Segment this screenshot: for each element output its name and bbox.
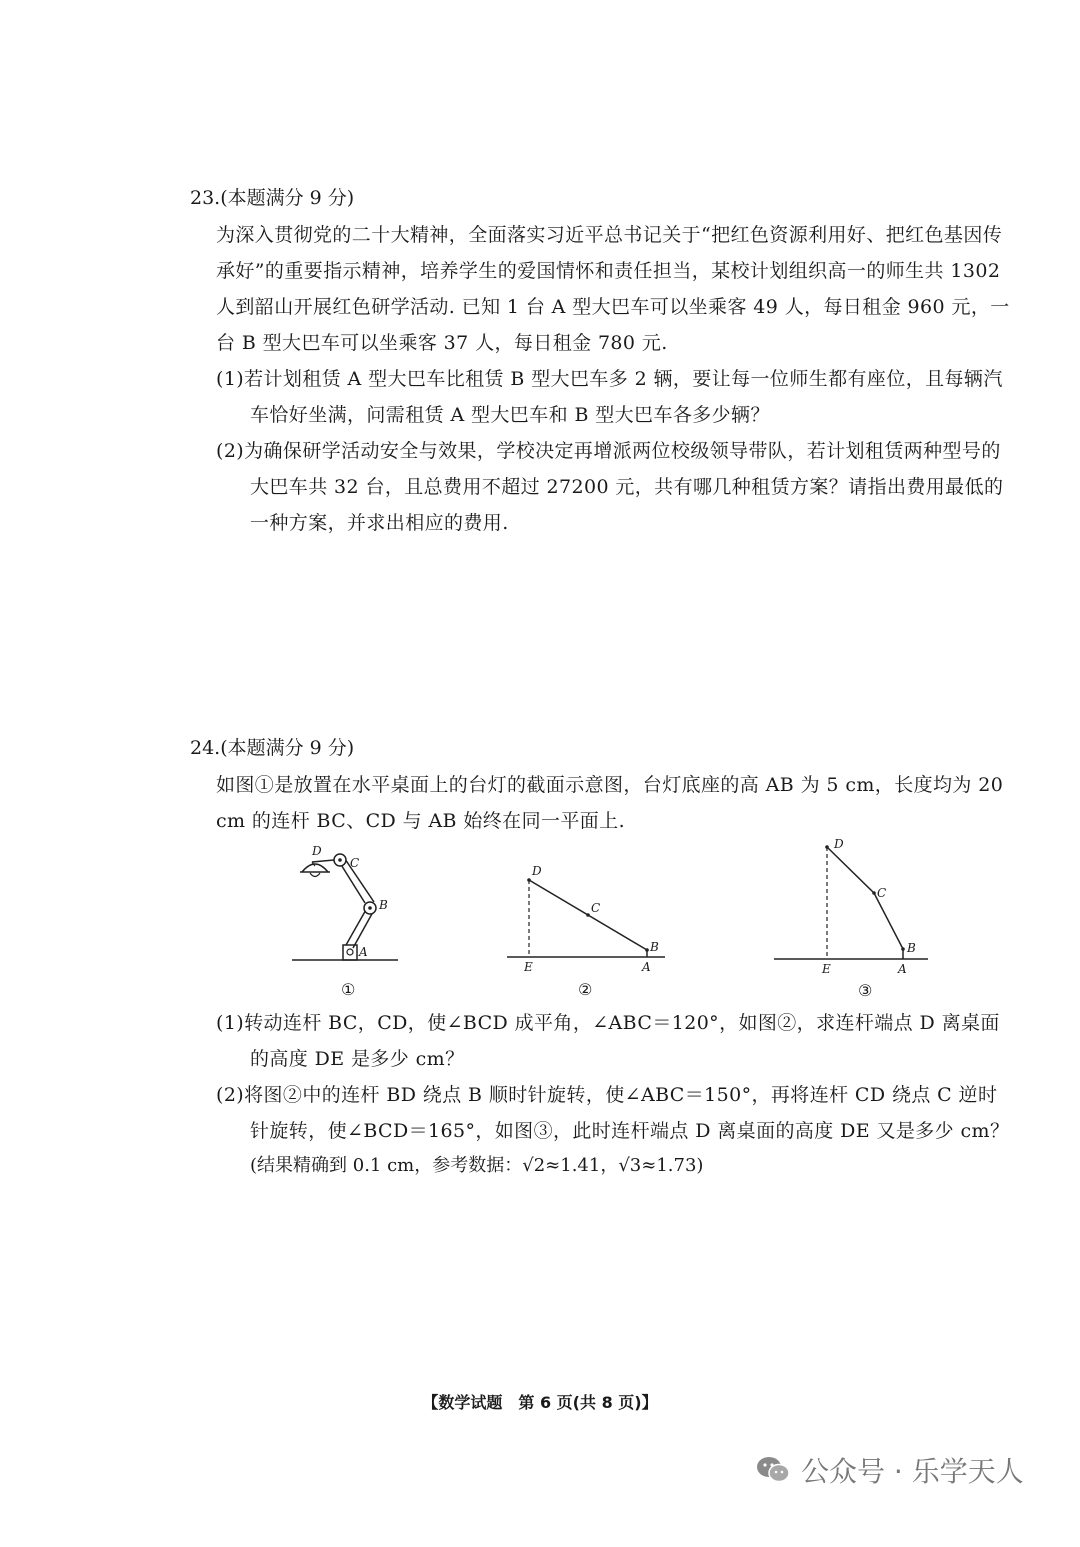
figure-3-point-d: D bbox=[834, 837, 844, 851]
figure-2-label: ② bbox=[578, 980, 593, 999]
question-24 bbox=[190, 733, 1010, 839]
watermark bbox=[755, 1450, 1024, 1490]
question-23-header: 23.(本题满分 9 分) bbox=[190, 187, 355, 209]
figure-1-point-c: C bbox=[350, 856, 360, 870]
figure-3-point-e: E bbox=[822, 962, 831, 976]
figure-2-point-c: C bbox=[591, 901, 601, 915]
question-24-part-2: (2)将图②中的连杆 BD 绕点 B 顺时针旋转，使∠ABC＝150°，再将连杆 CD 绕点 C 逆时针旋转，使∠BCD＝165°，如图③，此时连杆端点 D 离桌面的高度 DE 又是多少 cm？ bbox=[216, 1084, 1010, 1142]
figure-3-label: ③ bbox=[858, 981, 873, 1000]
question-24-intro: 如图①是放置在水平桌面上的台灯的截面示意图，台灯底座的高 AB 为 5 cm，长度均为 20 cm 的连杆 BC、CD 与 AB 始终在同一平面上. bbox=[216, 774, 1004, 832]
question-23-part-1: (1)若计划租赁 A 型大巴车比租赁 B 型大巴车多 2 辆，要让每一位师生都有座位，且每辆汽车恰好坐满，问需租赁 A 型大巴车和 B 型大巴车各多少辆？ bbox=[216, 368, 1003, 426]
figure-1-point-d: D bbox=[312, 844, 322, 858]
figure-3-point-c: C bbox=[877, 886, 887, 900]
question-23-part-2: (2)为确保研学活动安全与效果，学校决定再增派两位校级领导带队，若计划租赁两种型号的大巴车共 32 台，且总费用不超过 27200 元，共有哪几种租赁方案？请指出费用最低的一种方案，并求出相应的费用. bbox=[216, 440, 1004, 534]
page-footer: 【数学试题 第 6 页(共 8 页)】 bbox=[422, 1393, 658, 1412]
question-24-header: 24.(本题满分 9 分) bbox=[190, 737, 355, 759]
figure-2-point-d: D bbox=[532, 864, 542, 878]
figure-3 bbox=[772, 835, 932, 1000]
question-24-parts bbox=[190, 1005, 1010, 1183]
question-23-intro: 为深入贯彻党的二十大精神，全面落实习近平总书记关于“把红色资源利用好、把红色基因传承好”的重要指示精神，培养学生的爱国情怀和责任担当，某校计划组织高一的师生共 1302 人到韶山开展红色研学活动. 已知 1 台 A 型大巴车可以坐乘客 49 人，每日租金 960 元，一台 B 型大巴车可以坐乘客 37 人，每日租金 780 元. bbox=[216, 224, 1010, 354]
figure-2 bbox=[505, 860, 670, 999]
figure-1-point-b: B bbox=[379, 898, 388, 912]
figure-2-point-b: B bbox=[650, 940, 659, 954]
figure-1-point-a: A bbox=[359, 945, 368, 959]
watermark-text: 公众号 · 乐学天人 bbox=[801, 1455, 1024, 1488]
wechat-icon bbox=[755, 1455, 791, 1485]
question-24-part-1: (1)转动连杆 BC，CD，使∠BCD 成平角，∠ABC＝120°，如图②，求连杆端点 D 离桌面的高度 DE 是多少 cm？ bbox=[216, 1012, 1000, 1070]
figure-2-diagram bbox=[505, 860, 670, 962]
figure-1 bbox=[290, 842, 402, 999]
figure-3-point-a: A bbox=[898, 962, 907, 976]
figure-2-point-e: E bbox=[524, 960, 533, 974]
question-24-note: (结果精确到 0.1 cm，参考数据：√2≈1.41，√3≈1.73) bbox=[250, 1155, 704, 1176]
question-23 bbox=[190, 183, 1010, 541]
figure-3-point-b: B bbox=[907, 941, 916, 955]
figure-2-point-a: A bbox=[642, 960, 651, 974]
figure-1-label: ① bbox=[341, 980, 356, 999]
